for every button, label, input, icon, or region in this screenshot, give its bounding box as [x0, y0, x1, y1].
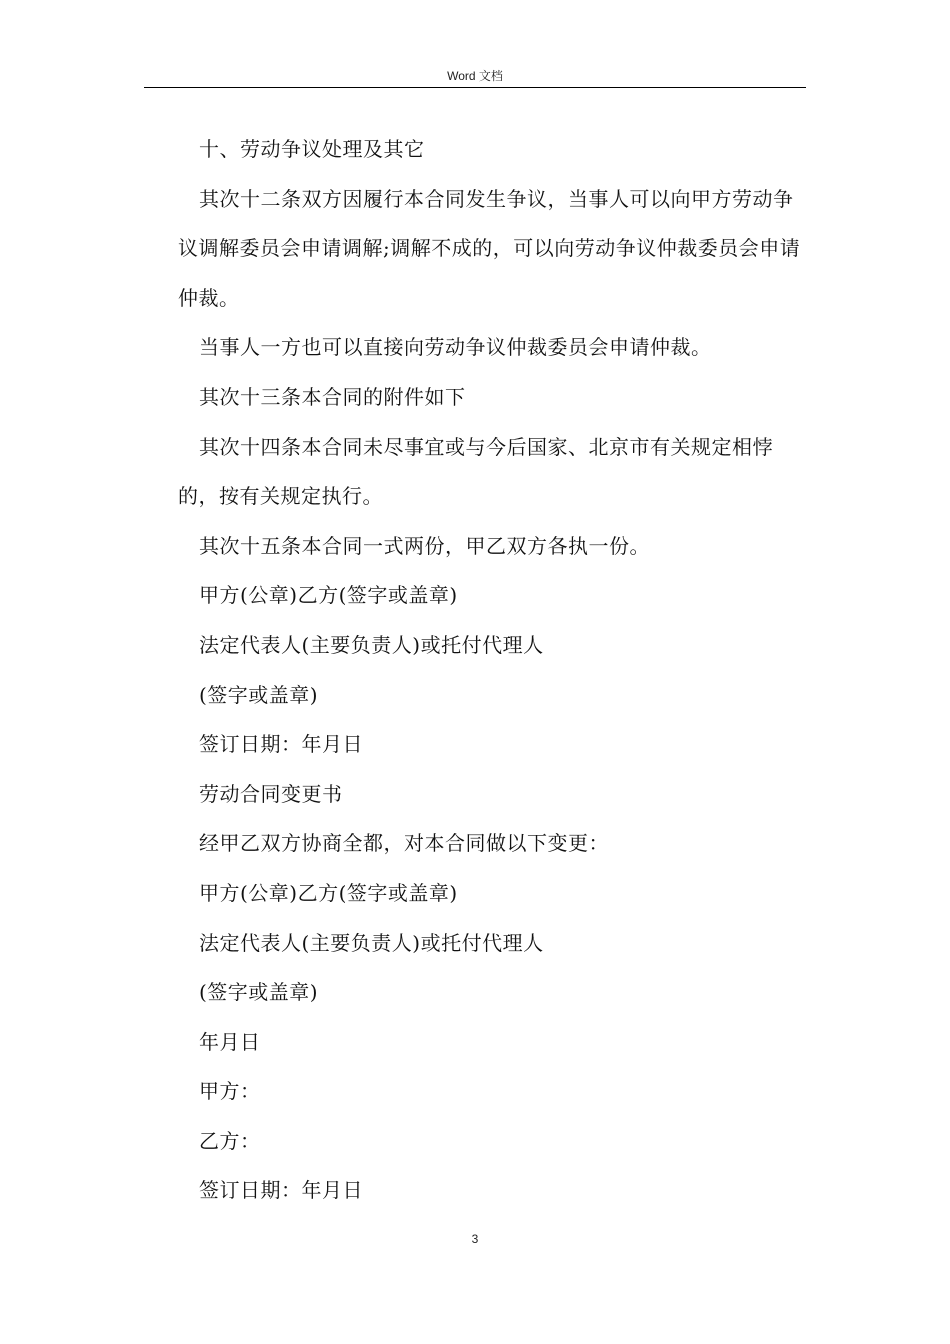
paragraph-article-12: 其次十二条双方因履行本合同发生争议，当事人可以向甲方劳动争议调解委员会申请调解;调解不成的，可以向劳动争议仲裁委员会申请仲裁。	[178, 186, 801, 310]
paragraph-date: 年月日	[199, 1029, 261, 1054]
paragraph-signature-2: (签字或盖章)	[199, 980, 319, 1005]
paragraph-direct-arbitration: 当事人一方也可以直接向劳动争议仲裁委员会申请仲裁。	[199, 335, 712, 360]
paragraph-section-heading: 十、劳动争议处理及其它	[199, 137, 425, 161]
paragraph-legal-representative-2: 法定代表人(主要负责人)或托付代理人	[199, 930, 544, 955]
paragraph-legal-representative: 法定代表人(主要负责人)或托付代理人	[199, 632, 544, 657]
paragraph-signing-date: 签订日期：年月日	[199, 732, 363, 757]
paragraph-signature: (签字或盖章)	[199, 682, 319, 707]
paragraph-article-15: 其次十五条本合同一式两份，甲乙双方各执一份。	[199, 533, 650, 558]
paragraph-party-seals: 甲方(公章)乙方(签字或盖章)	[199, 583, 458, 608]
paragraph-party-a: 甲方：	[199, 1079, 261, 1104]
paragraph-change-agreement: 经甲乙双方协商全都，对本合同做以下变更：	[199, 831, 609, 856]
page-header: Word 文档	[447, 69, 503, 83]
header-rule	[144, 87, 806, 88]
paragraph-article-14: 其次十四条本合同未尽事宜或与今后国家、北京市有关规定相悖的，按有关规定执行。	[178, 434, 773, 509]
paragraph-change-title: 劳动合同变更书	[199, 781, 343, 806]
paragraph-article-13: 其次十三条本合同的附件如下	[199, 384, 466, 409]
page-number: 3	[471, 1232, 479, 1246]
paragraph-party-seals-2: 甲方(公章)乙方(签字或盖章)	[199, 880, 458, 905]
document-body	[178, 125, 804, 1216]
paragraph-signing-date-2: 签订日期：年月日	[199, 1178, 363, 1203]
paragraph-party-b: 乙方：	[199, 1128, 261, 1153]
